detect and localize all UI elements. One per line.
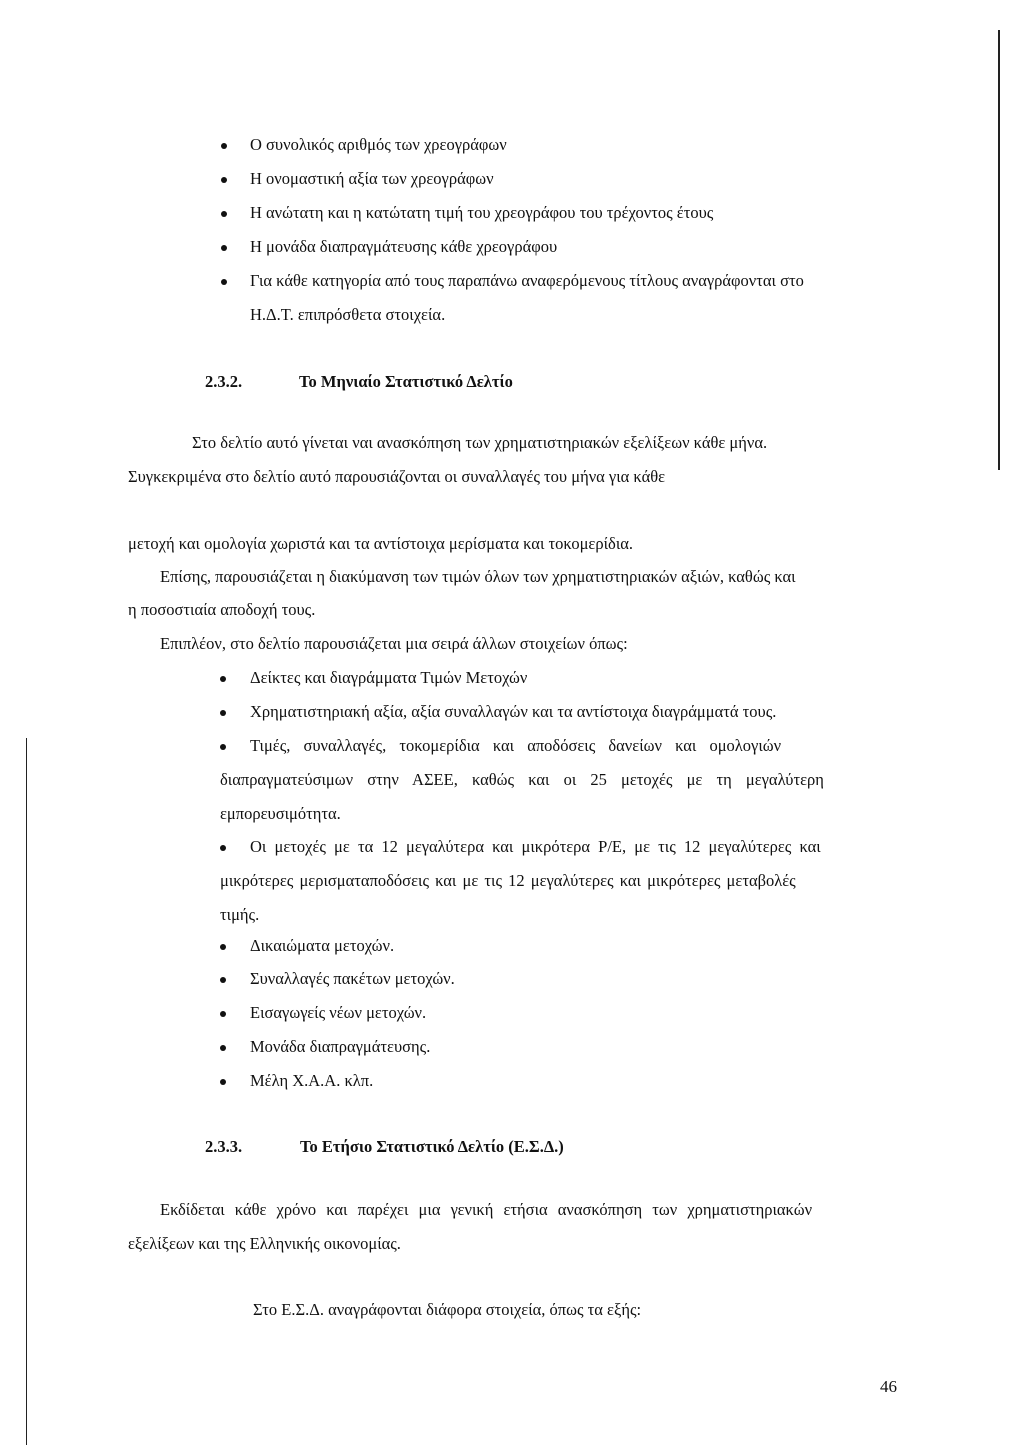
scan-edge-line-top [998, 30, 1000, 470]
list-item: Η ανώτατη και η κατώτατη τιμή του χρεογράφου του τρέχοντος έτους [250, 203, 714, 222]
scan-edge-line-left [26, 738, 27, 1445]
paragraph-line: Επίσης, παρουσιάζεται η διακύμανση των τιμών όλων των χρηματιστηριακών αξιών, καθώς και [160, 567, 796, 586]
paragraph-line: Εκδίδεται κάθε χρόνο και παρέχει μια γενική ετήσια ανασκόπηση των χρηματιστηριακών [160, 1200, 813, 1219]
list-item: Ο συνολικός αριθμός των χρεογράφων [250, 135, 507, 154]
bullet-icon [220, 977, 226, 983]
section-number: 2.3.2. [205, 372, 243, 391]
paragraph-line: Στο Ε.Σ.Δ. αναγράφονται διάφορα στοιχεία, όπως τα εξής: [253, 1300, 642, 1319]
paragraph-line: Συγκεκριμένα στο δελτίο αυτό παρουσιάζονται οι συναλλαγές του μήνα για κάθε [128, 467, 666, 486]
bullet-icon [221, 177, 227, 183]
list-item: Η μονάδα διαπραγμάτευσης κάθε χρεογράφου [250, 237, 558, 256]
list-item: Συναλλαγές πακέτων μετοχών. [250, 969, 455, 988]
list-item: Η ονομαστική αξία των χρεογράφων [250, 169, 494, 188]
bullet-icon [220, 676, 226, 682]
bullet-icon [221, 211, 227, 217]
list-item: Εισαγωγείς νέων μετοχών. [250, 1003, 427, 1022]
paragraph-line: Επιπλέον, στο δελτίο παρουσιάζεται μια σειρά άλλων στοιχείων όπως: [160, 634, 628, 653]
bullet-icon [220, 845, 226, 851]
section-title: Το Ετήσιο Στατιστικό Δελτίο (Ε.Σ.Δ.) [300, 1137, 564, 1156]
list-item-continuation: Η.Δ.Τ. επιπρόσθετα στοιχεία. [250, 305, 446, 324]
paragraph-line: μετοχή και ομολογία χωριστά και τα αντίστοιχα μερίσματα και τοκομερίδια. [128, 534, 634, 553]
paragraph-line: Στο δελτίο αυτό γίνεται ναι ανασκόπηση των χρηματιστηριακών εξελίξεων κάθε μήνα. [192, 433, 768, 452]
bullet-icon [220, 1011, 226, 1017]
list-item: Μονάδα διαπραγμάτευσης. [250, 1037, 431, 1056]
section-number: 2.3.3. [205, 1137, 243, 1156]
bullet-icon [221, 279, 227, 285]
bullet-icon [220, 710, 226, 716]
bullet-icon [221, 143, 227, 149]
list-item: Οι μετοχές με τα 12 μεγαλύτερα και μικρότερα Ρ/Ε, με τις 12 μεγαλύτερες και [250, 837, 821, 856]
section-title: Το Μηνιαίο Στατιστικό Δελτίο [299, 372, 513, 391]
paragraph-line: εξελίξεων και της Ελληνικής οικονομίας. [128, 1234, 401, 1253]
bullet-icon [220, 1045, 226, 1051]
bullet-icon [220, 744, 226, 750]
page-number: 46 [880, 1377, 897, 1396]
list-item-continuation: μικρότερες μερισματαποδόσεις και με τις 12 μεγαλύτερες και μικρότερες μεταβολές [220, 871, 796, 890]
list-item: Δείκτες και διαγράμματα Τιμών Μετοχών [250, 668, 528, 687]
list-item: Για κάθε κατηγορία από τους παραπάνω αναφερόμενους τίτλους αναγράφονται στο [250, 271, 804, 290]
list-item-continuation: τιμής. [220, 905, 260, 924]
bullet-icon [220, 944, 226, 950]
bullet-icon [221, 245, 227, 251]
list-item: Δικαιώματα μετοχών. [250, 936, 395, 955]
list-item-continuation: εμπορευσιμότητα. [220, 804, 341, 823]
list-item: Χρηματιστηριακή αξία, αξία συναλλαγών και τα αντίστοιχα διαγράμματά τους. [250, 702, 777, 721]
bullet-icon [220, 1079, 226, 1085]
list-item: Μέλη Χ.Α.Α. κλπ. [250, 1071, 374, 1090]
list-item-continuation: διαπραγματεύσιμων στην ΑΣΕΕ, καθώς και οι 25 μετοχές με τη μεγαλύτερη [220, 770, 824, 789]
list-item: Τιμές, συναλλαγές, τοκομερίδια και αποδόσεις δανείων και ομολογιών [250, 736, 782, 755]
paragraph-line: η ποσοστιαία αποδοχή τους. [128, 600, 316, 619]
